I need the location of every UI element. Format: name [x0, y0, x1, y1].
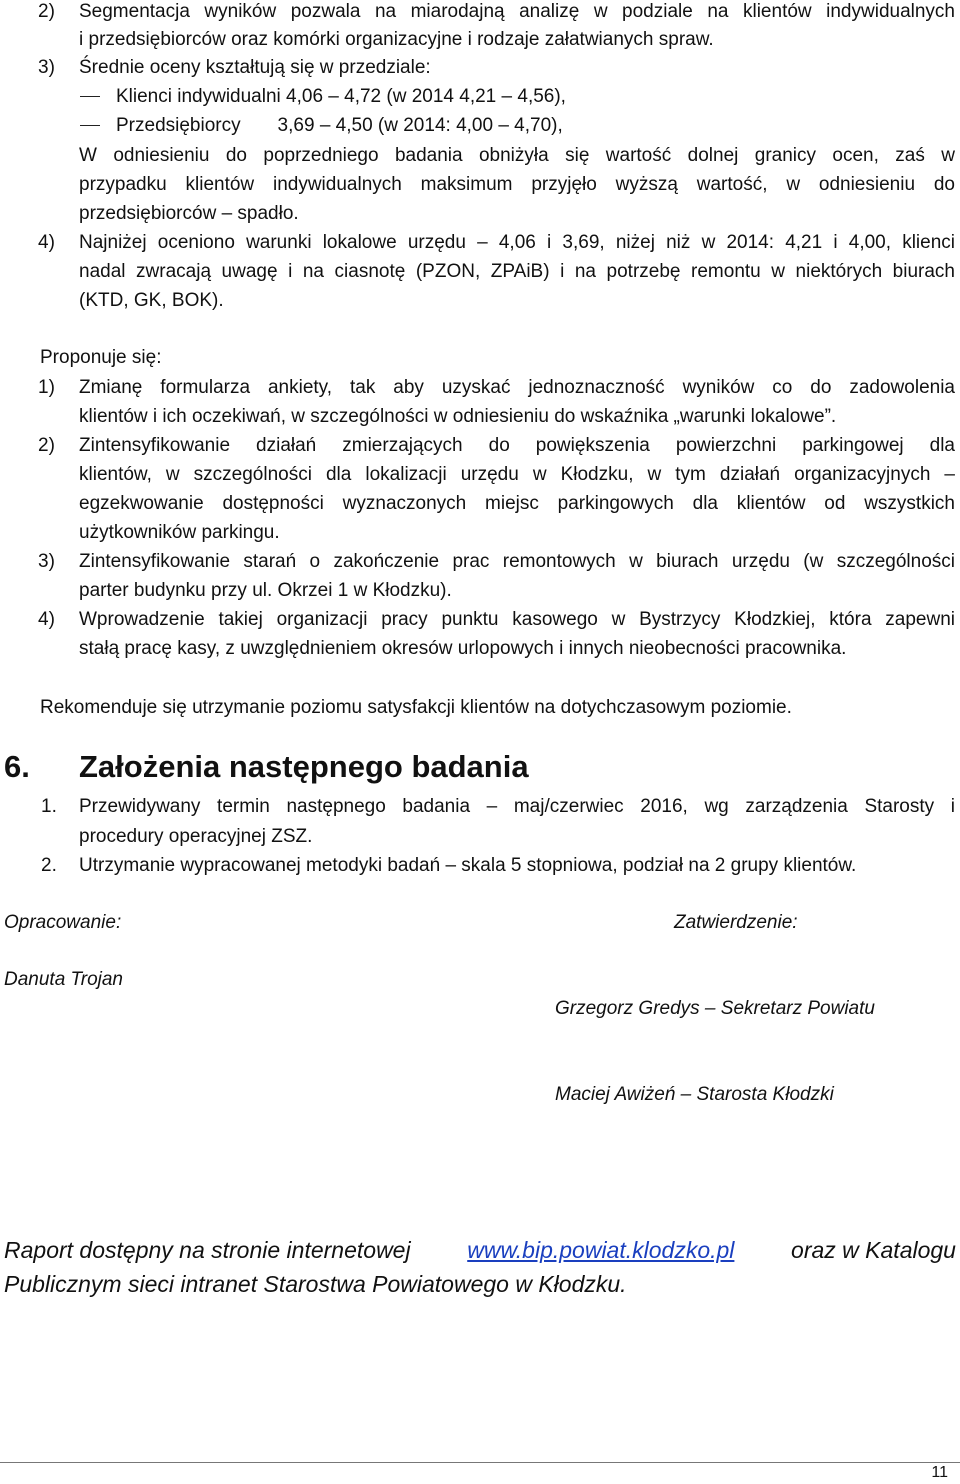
- paragraph-line: Zintensyfikowanie starań o zakończenie prac remontowych w biurach urzędu (w szczególności: [79, 551, 955, 572]
- paragraph-line: Najniżej oceniono warunki lokalowe urzędu – 4,06 i 3,69, niżej niż w 2014: 4,21 i 4,00, klienci: [79, 232, 955, 253]
- note-text: Raport dostępny na stronie internetowej: [4, 1237, 411, 1263]
- paragraph-line: użytkowników parkingu.: [79, 522, 280, 543]
- list-number: 1): [38, 377, 55, 398]
- paragraph-line: W odniesieniu do poprzedniego badania obniżyła się wartość dolnej granicy ocen, zaś w: [79, 145, 955, 166]
- list-number: 4): [38, 232, 55, 253]
- paragraph-line: procedury operacyjnej ZSZ.: [79, 826, 313, 847]
- paragraph-line: stałą pracę kasy, z uwzględnieniem okresów urlopowych i innych nieobecności pracownika.: [79, 638, 847, 659]
- paragraph-line: przypadku klientów indywidualnych maksimum przyjęło wyższą wartość, w odniesieniu do: [79, 174, 955, 195]
- sub-list-text: Klienci indywidualni 4,06 – 4,72 (w 2014 4,21 – 4,56),: [116, 86, 566, 107]
- paragraph-line: Zintensyfikowanie działań zmierzających do powiększenia powierzchni parkingowej dla: [79, 435, 955, 456]
- sub-list-item: [80, 114, 563, 138]
- prepared-by-label: Opracowanie:: [4, 912, 122, 933]
- list-number: 2.: [41, 855, 57, 876]
- approved-by-label: Zatwierdzenie:: [674, 912, 798, 933]
- paragraph-line: klientów i ich oczekiwań, w szczególności w odniesieniu do wskaźnika „warunki lokalowe”.: [79, 406, 837, 427]
- paragraph-line: egzekwowanie dostępności wyznaczonych miejsc parkingowych dla klientów od wszystkich: [79, 493, 955, 514]
- paragraph-line: Wprowadzenie takiej organizacji pracy punktu kasowego w Bystrzycy Kłodzkiej, która zapewni: [79, 609, 955, 630]
- dash-bullet-icon: [80, 125, 100, 126]
- list-number: 1.: [41, 796, 57, 817]
- paragraph-line: Segmentacja wyników pozwala na miarodajną analizę w podziale na klientów indywidualnych: [79, 1, 955, 22]
- availability-note-line2: Publicznym sieci intranet Starostwa Powiatowego w Kłodzku.: [4, 1271, 627, 1297]
- footer-divider: [0, 1462, 960, 1463]
- paragraph-line: nadal zwracają uwagę i na ciasnotę (PZON, ZPAiB) i na potrzebę remontu w niektórych biurach: [79, 261, 955, 282]
- list-number: 4): [38, 609, 55, 630]
- list-number: 2): [38, 1, 55, 22]
- approver-name: Grzegorz Gredys – Sekretarz Powiatu: [555, 998, 875, 1019]
- availability-note: [4, 1236, 956, 1264]
- recommendation: Rekomenduje się utrzymanie poziomu satysfakcji klientów na dotychczasowym poziomie.: [40, 697, 792, 718]
- list-number: 2): [38, 435, 55, 456]
- paragraph-line: przedsiębiorców – spadło.: [79, 203, 299, 224]
- paragraph-line: Zmianę formularza ankiety, tak aby uzyskać jednoznaczność wyników co do zadowolenia: [79, 377, 955, 398]
- page-number: 11: [931, 1464, 948, 1481]
- approver-name: Maciej Awiżeń – Starosta Kłodzki: [555, 1084, 834, 1105]
- website-link[interactable]: www.bip.powiat.klodzko.pl: [467, 1237, 735, 1263]
- paragraph-line: klientów, w szczególności dla lokalizacji urzędu w Kłodzku, w tym działań organizacyjnych –: [79, 464, 955, 485]
- paragraph-line: parter budynku przy ul. Okrzei 1 w Kłodzku).: [79, 580, 452, 601]
- dash-bullet-icon: [80, 96, 100, 97]
- list-number: 3): [38, 551, 55, 572]
- paragraph-line: Przewidywany termin następnego badania – maj/czerwiec 2016, wg zarządzenia Starosty i: [79, 796, 955, 817]
- paragraph-line: Średnie oceny kształtują się w przedziale:: [79, 57, 431, 78]
- sub-list-text: Przedsiębiorcy 3,69 – 4,50 (w 2014: 4,00 – 4,70),: [116, 115, 563, 136]
- proposals-intro: Proponuje się:: [40, 347, 162, 368]
- list-number: 3): [38, 57, 55, 78]
- note-text: oraz w Katalogu: [791, 1237, 956, 1263]
- section-title: Założenia następnego badania: [79, 749, 529, 784]
- section-number: 6.: [4, 749, 30, 784]
- sub-list-item: [80, 85, 566, 109]
- paragraph-line: Utrzymanie wypracowanej metodyki badań – skala 5 stopniowa, podział na 2 grupy klientów.: [79, 855, 857, 876]
- preparer-name: Danuta Trojan: [4, 969, 123, 990]
- paragraph-line: (KTD, GK, BOK).: [79, 290, 224, 311]
- paragraph-line: i przedsiębiorców oraz komórki organizacyjne i rodzaje załatwianych spraw.: [79, 29, 714, 50]
